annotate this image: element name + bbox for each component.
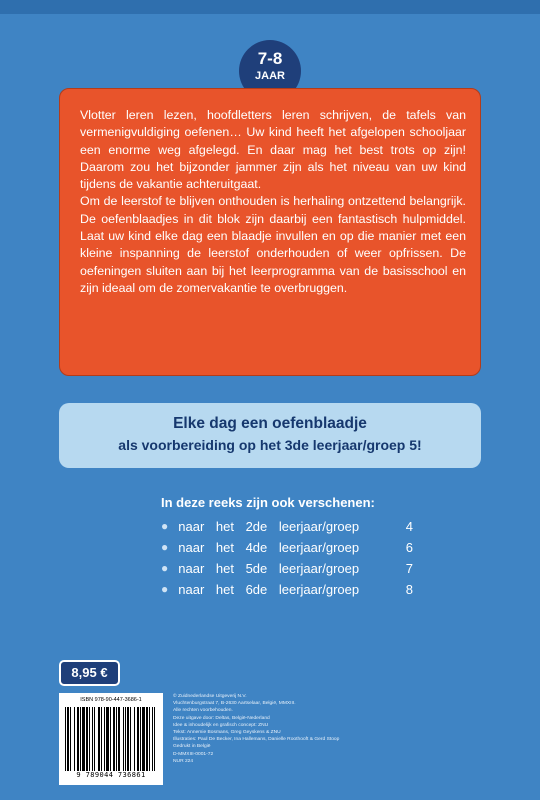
series-item-text: naar het 5de leerjaar/groep (178, 561, 360, 576)
intro-panel (59, 88, 481, 376)
barcode-icon (63, 707, 159, 771)
series-item (161, 516, 413, 537)
colophon-line: Deze uitgave door: Deltas, België-Nederland (173, 715, 270, 721)
colophon-line: Alle rechten voorbehouden. (173, 708, 233, 714)
colophon-line: NUR 224 (173, 758, 194, 764)
top-strip (0, 0, 540, 14)
slogan-panel (59, 403, 481, 468)
bullet-icon: ● (161, 540, 169, 554)
age-range: 7-8 (257, 49, 283, 68)
series-item-number: 4 (405, 519, 413, 534)
colophon-line: Vluchtenburgstraat 7, B-2630 Aartselaar, België, MMXIII. (173, 701, 296, 707)
slogan-headline: Elke dag een oefenblaadje (173, 415, 367, 432)
colophon-line: Gedrukt in België (173, 744, 211, 750)
intro-paragraph-2: Om de leerstof te blijven onthouden is herhaling ontzettend belangrijk. De oefenblaadjes in dit blok zijn daarbij een fantastisch hulpmiddel. Laat uw kind elke dag een blaadje invullen en op die manier met een kleine inspanning de leerstof onderhouden of weer opfrissen. De oefeningen sluiten aan bij het leerprogramma van de basisschool en zijn ideaal om de zomervakantie te overbruggen. (80, 194, 466, 295)
series-item-text: naar het 4de leerjaar/groep (178, 540, 360, 555)
intro-paragraph-1: Vlotter leren lezen, hoofdletters leren schrijven, de tafels van vermenigvuldiging oefenen… Uw kind heeft het afgelopen schooljaar een enorme weg afgelegd. En daar mag het best trots op zijn! Daarom zou het bijzonder jammer zijn als het niveau van uw kind tijdens de vakantie achteruitgaat. (80, 108, 466, 192)
colophon (173, 693, 423, 765)
slogan-subline: als voorbereiding op het 3de leerjaar/groep 5! (118, 437, 422, 453)
series-item (161, 579, 413, 600)
price-tag: 8,95 € (59, 660, 120, 686)
bullet-icon: ● (161, 519, 169, 533)
colophon-line: Idee & inhoudelijk en grafisch concept: ZNU (173, 722, 269, 728)
series-item-number: 6 (405, 540, 413, 555)
colophon-line: © Zuidnederlandse Uitgeverij N.V. (173, 694, 247, 699)
series-item-number: 8 (405, 582, 413, 597)
series-title: In deze reeks zijn ook verschenen: (161, 495, 375, 510)
age-unit: JAAR (255, 70, 285, 82)
series-list (161, 516, 413, 600)
series-item (161, 558, 413, 579)
series-item (161, 537, 413, 558)
barcode-box (59, 693, 163, 785)
series-item-text: naar het 6de leerjaar/groep (178, 582, 360, 597)
bullet-icon: ● (161, 561, 169, 575)
isbn-label: ISBN 978-90-447-3686-1 (80, 697, 142, 703)
colophon-line: Tekst: Annemie Bosmans, Greg Geyskens & ZNU (173, 730, 281, 736)
colophon-line: Illustraties: Paul De Becker, Ina Hallemans, Danielle Roothooft & Gerd Stoop (173, 737, 340, 743)
series-item-number: 7 (405, 561, 413, 576)
bullet-icon: ● (161, 582, 169, 596)
colophon-line: D-MMXIII-0001-72 (173, 751, 214, 757)
series-item-text: naar het 2de leerjaar/groep (178, 519, 360, 534)
barcode-digits: 9 789044 736861 (76, 771, 146, 779)
